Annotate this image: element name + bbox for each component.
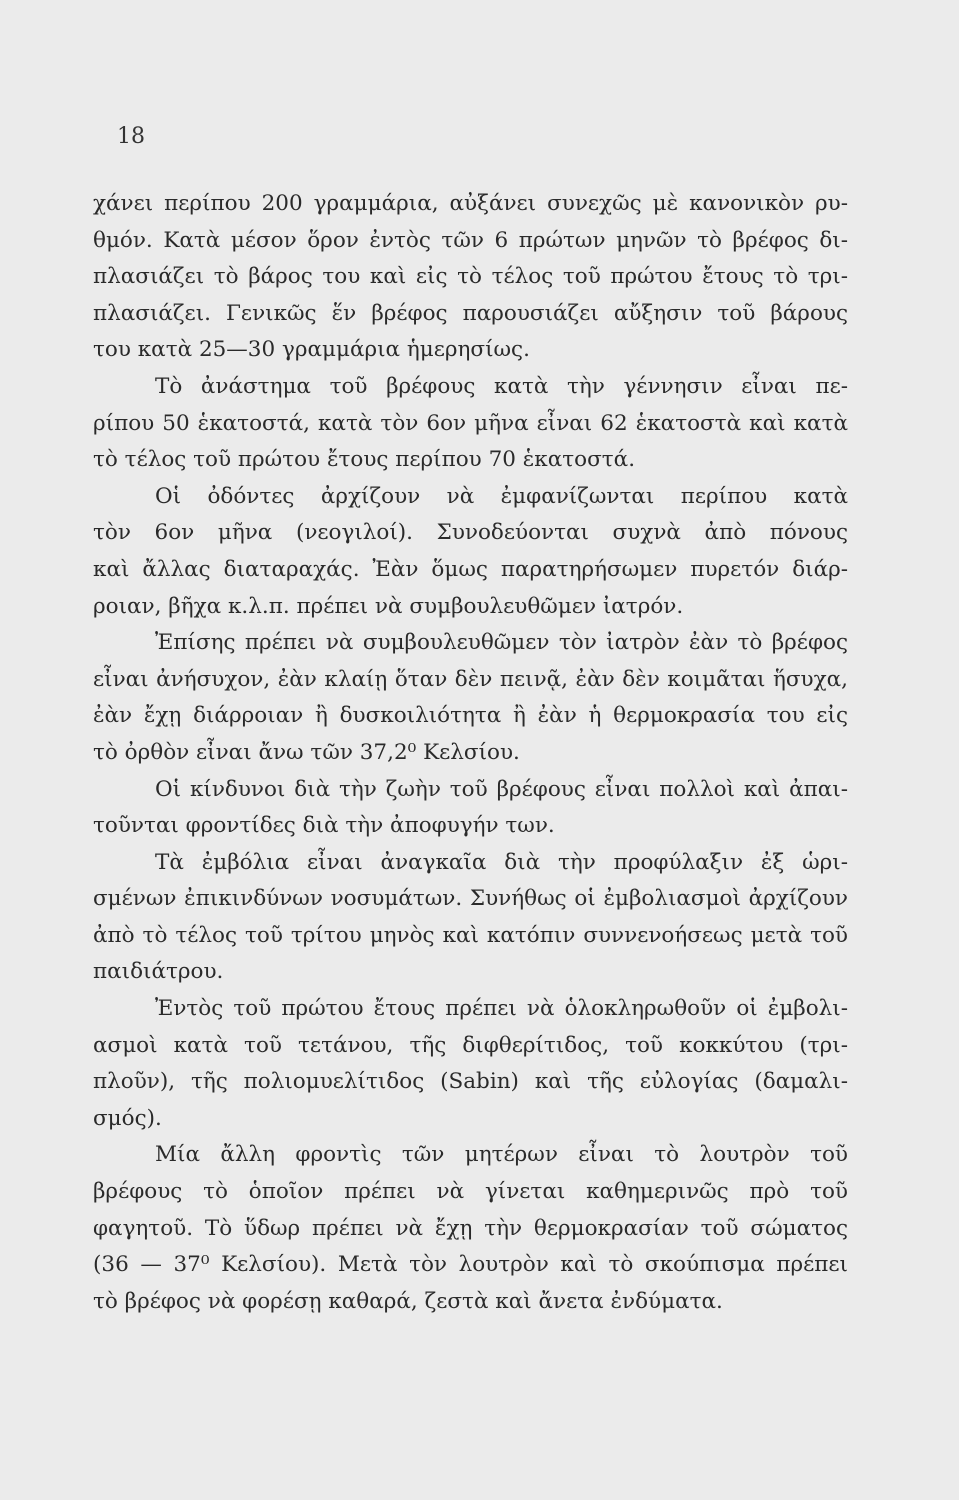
text-line: πλοῦν), τῆς πολιομυελίτιδος (Sabin) καὶ τῆς εὐλογίας (δαμαλι- (93, 1069, 848, 1095)
text-line: Μία ἄλλη φροντὶς τῶν μητέρων εἶναι τὸ λουτρὸν τοῦ (155, 1142, 848, 1168)
text-line: ροιαν, βῆχα κ.λ.π. πρέπει νὰ συμβουλευθῶμεν ἰατρόν. (93, 593, 684, 619)
text-line: εἶναι ἀνήσυχον, ἐὰν κλαίῃ ὅταν δὲν πεινᾷ, ἐὰν δὲν κοιμᾶται ἥσυχα, (93, 666, 848, 692)
text-line: τὸ βρέφος νὰ φορέσῃ καθαρά, ζεστὰ καὶ ἄνετα ἐνδύματα. (93, 1288, 723, 1314)
text-line: τὸν 6ον μῆνα (νεογιλοί). Συνοδεύονται συχνὰ ἀπὸ πόνους (93, 520, 848, 546)
text-line: Ἐντὸς τοῦ πρώτου ἔτους πρέπει νὰ ὁλοκληρωθοῦν οἱ ἐμβολι- (155, 996, 848, 1022)
text-line: Ἐπίσης πρέπει νὰ συμβουλευθῶμεν τὸν ἰατρὸν ἐὰν τὸ βρέφος (155, 630, 848, 656)
text-line: φαγητοῦ. Τὸ ὕδωρ πρέπει νὰ ἔχῃ τὴν θερμοκρασίαν τοῦ σώματος (93, 1215, 848, 1241)
body-text (93, 186, 848, 1320)
text-line: θμόν. Κατὰ μέσον ὅρον ἐντὸς τῶν 6 πρώτων μηνῶν τὸ βρέφος δι- (93, 227, 848, 253)
text-line: ἐὰν ἔχῃ διάρροιαν ἢ δυσκοιλιότητα ἢ ἐὰν ἡ θερμοκρασία του εἰς (93, 703, 848, 729)
text-line: βρέφους τὸ ὁποῖον πρέπει νὰ γίνεται καθημερινῶς πρὸ τοῦ (93, 1179, 848, 1205)
text-line: Τὰ ἐμβόλια εἶναι ἀναγκαῖα διὰ τὴν προφύλαξιν ἐξ ὡρι- (155, 849, 848, 875)
text-line: σμός). (93, 1105, 162, 1131)
text-line: Τὸ ἀνάστημα τοῦ βρέφους κατὰ τὴν γέννησιν εἶναι πε- (155, 373, 848, 399)
text-line: τοῦνται φροντίδες διὰ τὴν ἀποφυγήν των. (93, 813, 555, 839)
text-line: πλασιάζει. Γενικῶς ἕν βρέφος παρουσιάζει αὔξησιν τοῦ βάρους (93, 300, 848, 326)
text-line: Οἱ κίνδυνοι διὰ τὴν ζωὴν τοῦ βρέφους εἶναι πολλοὶ καὶ ἀπαι- (155, 776, 848, 802)
text-line: καὶ ἄλλας διαταραχάς. Ἐὰν ὅμως παρατηρήσωμεν πυρετόν διάρ- (93, 556, 848, 582)
text-line: Οἱ ὀδόντες ἀρχίζουν νὰ ἐμφανίζωνται περίπου κατὰ (155, 483, 848, 509)
text-line: παιδιάτρου. (93, 959, 224, 985)
text-line: σμένων ἐπικινδύνων νοσυμάτων. Συνήθως οἱ ἐμβολιασμοὶ ἀρχίζουν (93, 886, 848, 912)
text-line: ρίπου 50 ἑκατοστά, κατὰ τὸν 6ον μῆνα εἶναι 62 ἑκατοστὰ καὶ κατὰ (93, 410, 848, 436)
text-line: του κατὰ 25—30 γραμμάρια ἡμερησίως. (93, 337, 530, 363)
text-line: ἀπὸ τὸ τέλος τοῦ τρίτου μηνὸς καὶ κατόπιν συννενοήσεως μετὰ τοῦ (93, 922, 848, 948)
page-number: 18 (117, 124, 145, 149)
text-line: χάνει περίπου 200 γραμμάρια, αὐξάνει συνεχῶς μὲ κανονικὸν ρυ- (93, 191, 848, 216)
text-line: τὸ τέλος τοῦ πρώτου ἔτους περίπου 70 ἑκατοστά. (93, 447, 636, 473)
text-line: πλασιάζει τὸ βάρος του καὶ εἰς τὸ τέλος τοῦ πρώτου ἔτους τὸ τρι- (93, 264, 848, 290)
text-line: τὸ ὀρθὸν εἶναι ἄνω τῶν 37,2⁰ Κελσίου. (93, 739, 520, 765)
text-line: ασμοὶ κατὰ τοῦ τετάνου, τῆς διφθερίτιδος, τοῦ κοκκύτου (τρι- (93, 1032, 848, 1058)
text-line: (36 — 37⁰ Κελσίου). Μετὰ τὸν λουτρὸν καὶ τὸ σκούπισμα πρέπει (93, 1252, 848, 1278)
